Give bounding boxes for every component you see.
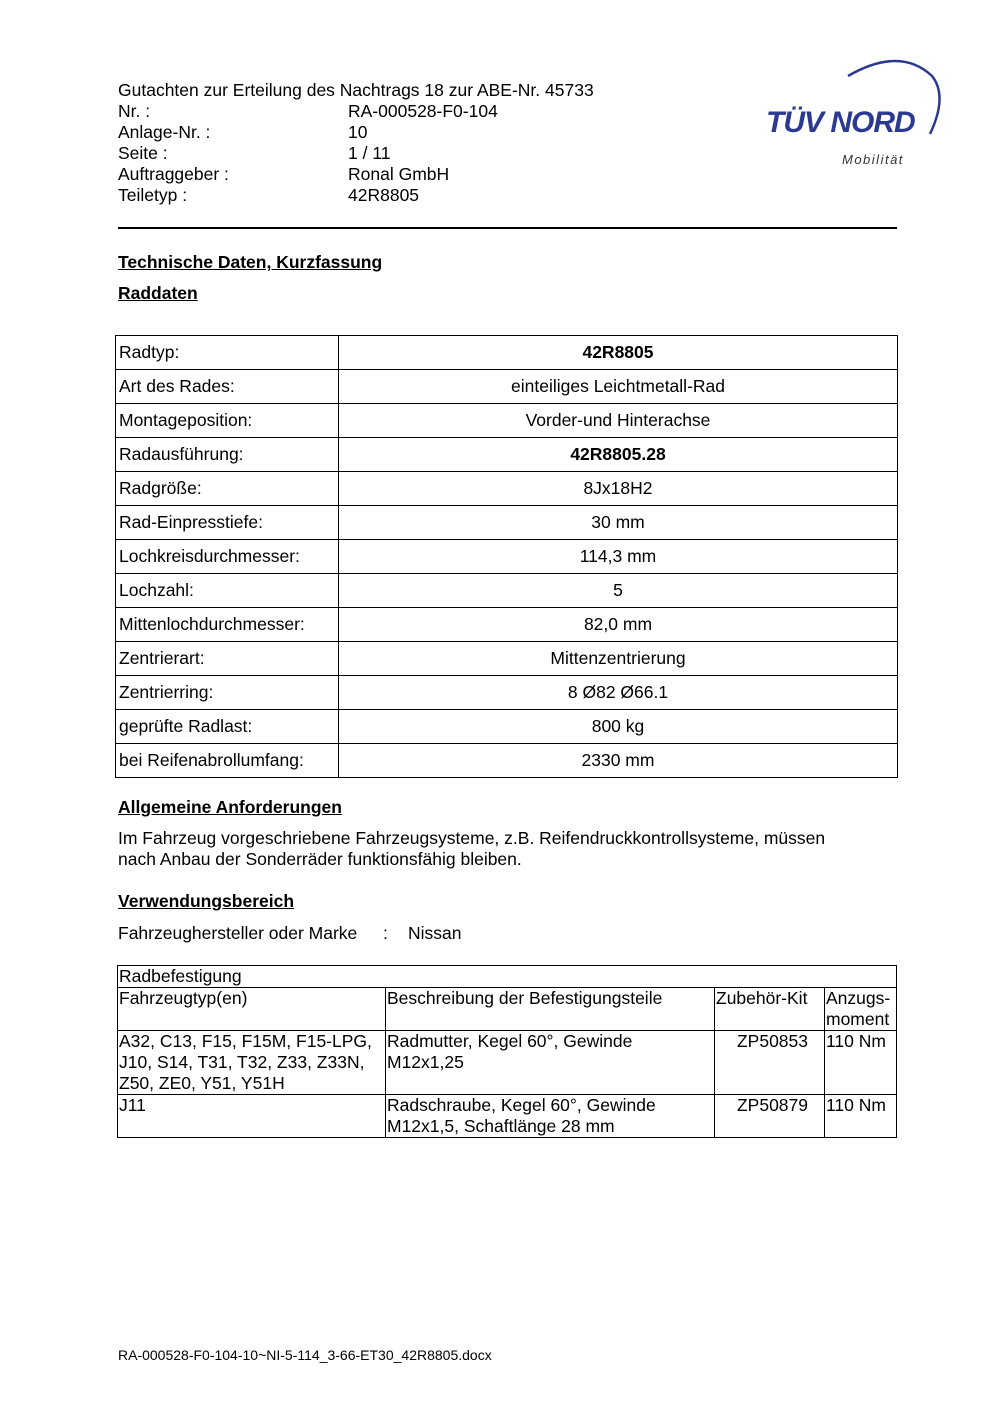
spec-row [116,438,898,472]
field-value-auftraggeber: Ronal GmbH [348,164,450,184]
spec-row [116,608,898,642]
spec-value: 114,3 mm [339,540,898,574]
spec-key: Radtyp: [116,336,339,370]
table-row [118,1031,897,1095]
wheel-fixing-table [117,965,897,1138]
hersteller-separator: : [383,923,388,943]
fixing-cell-types: A32, C13, F15, F15M, F15-LPG, J10, S14, T31, T32, Z33, Z33N, Z50, ZE0, Y51, Y51H [118,1031,386,1095]
header-divider [118,227,897,229]
field-label-nr: Nr. : [118,101,151,121]
spec-value: 82,0 mm [339,608,898,642]
fixing-header-types: Fahrzeugtyp(en) [118,988,386,1031]
spec-value: einteiliges Leichtmetall-Rad [339,370,898,404]
spec-key: Radgröße: [116,472,339,506]
spec-row [116,540,898,574]
spec-row [116,404,898,438]
footer-filename: RA-000528-F0-104-10~NI-5-114_3-66-ET30_42R8805.docx [118,1347,492,1363]
document-title: Gutachten zur Erteilung des Nachtrags 18 zur ABE-Nr. 45733 [118,80,594,100]
hersteller-label: Fahrzeughersteller oder Marke [118,923,358,943]
fixing-cell-desc: Radmutter, Kegel 60°, Gewinde M12x1,25 [386,1031,715,1095]
field-label-seite: Seite : [118,143,168,163]
field-label-auftraggeber: Auftraggeber : [118,164,229,184]
spec-key: Radausführung: [116,438,339,472]
field-label-teiletyp: Teiletyp : [118,185,188,205]
spec-value: 42R8805 [339,336,898,370]
spec-row [116,642,898,676]
spec-key: Mittenlochdurchmesser: [116,608,339,642]
fixing-header-torque-text: Anzugs- moment [826,988,891,1029]
spec-row [116,336,898,370]
allgemein-line-1: Im Fahrzeug vorgeschriebene Fahrzeugsysteme, z.B. Reifendruckkontrollsysteme, müssen [118,828,826,848]
field-value-anlage: 10 [348,122,368,142]
spec-key: Rad-Einpresstiefe: [116,506,339,540]
fixing-cell-desc: Radschraube, Kegel 60°, Gewinde M12x1,5, Schaftlänge 28 mm [386,1095,715,1138]
spec-value: 42R8805.28 [339,438,898,472]
section-heading-allgemein: Allgemeine Anforderungen [118,797,342,817]
spec-value: 8Jx18H2 [339,472,898,506]
fixing-cell-types: J11 [118,1095,386,1138]
spec-key: geprüfte Radlast: [116,710,339,744]
spec-key: Zentrierart: [116,642,339,676]
tuv-nord-logo [760,56,950,176]
spec-value: 30 mm [339,506,898,540]
fixing-header-kit: Zubehör-Kit [715,988,825,1031]
spec-key: Montageposition: [116,404,339,438]
spec-value: 800 kg [339,710,898,744]
spec-key: Lochkreisdurchmesser: [116,540,339,574]
field-label-anlage: Anlage-Nr. : [118,122,211,142]
spec-row [116,710,898,744]
allgemein-line-2: nach Anbau der Sonderräder funktionsfähig bleiben. [118,849,522,869]
spec-value: Vorder-und Hinterachse [339,404,898,438]
field-value-nr: RA-000528-F0-104 [348,101,498,121]
fixing-cell-kit: ZP50879 [715,1095,825,1138]
field-value-seite: 1 / 11 [348,143,391,163]
spec-value: 8 Ø82 Ø66.1 [339,676,898,710]
fixing-cell-torque: 110 Nm [825,1031,897,1095]
allgemein-paragraph [118,828,898,870]
table-row [118,1095,897,1138]
fixing-table-caption: Radbefestigung [118,966,897,988]
section-heading-tech: Technische Daten, Kurzfassung [118,252,383,272]
fixing-cell-torque: 110 Nm [825,1095,897,1138]
hersteller-value: Nissan [408,923,462,943]
spec-row [116,676,898,710]
spec-value: 2330 mm [339,744,898,778]
spec-row [116,744,898,778]
spec-row [116,472,898,506]
section-heading-raddaten: Raddaten [118,283,198,303]
fixing-header-torque [825,988,897,1031]
spec-value: Mittenzentrierung [339,642,898,676]
spec-value: 5 [339,574,898,608]
section-heading-verwendung: Verwendungsbereich [118,891,295,911]
field-value-teiletyp: 42R8805 [348,185,420,205]
wheel-spec-table [115,335,898,778]
spec-key: Art des Rades: [116,370,339,404]
fixing-header-desc: Beschreibung der Befestigungsteile [386,988,715,1031]
spec-row [116,574,898,608]
spec-key: Zentrierring: [116,676,339,710]
spec-key: Lochzahl: [116,574,339,608]
logo-sub-text: Mobilität [842,152,904,167]
logo-brand-text: TÜV NORD [766,106,915,139]
spec-row [116,506,898,540]
spec-key: bei Reifenabrollumfang: [116,744,339,778]
fixing-cell-kit: ZP50853 [715,1031,825,1095]
spec-row [116,370,898,404]
